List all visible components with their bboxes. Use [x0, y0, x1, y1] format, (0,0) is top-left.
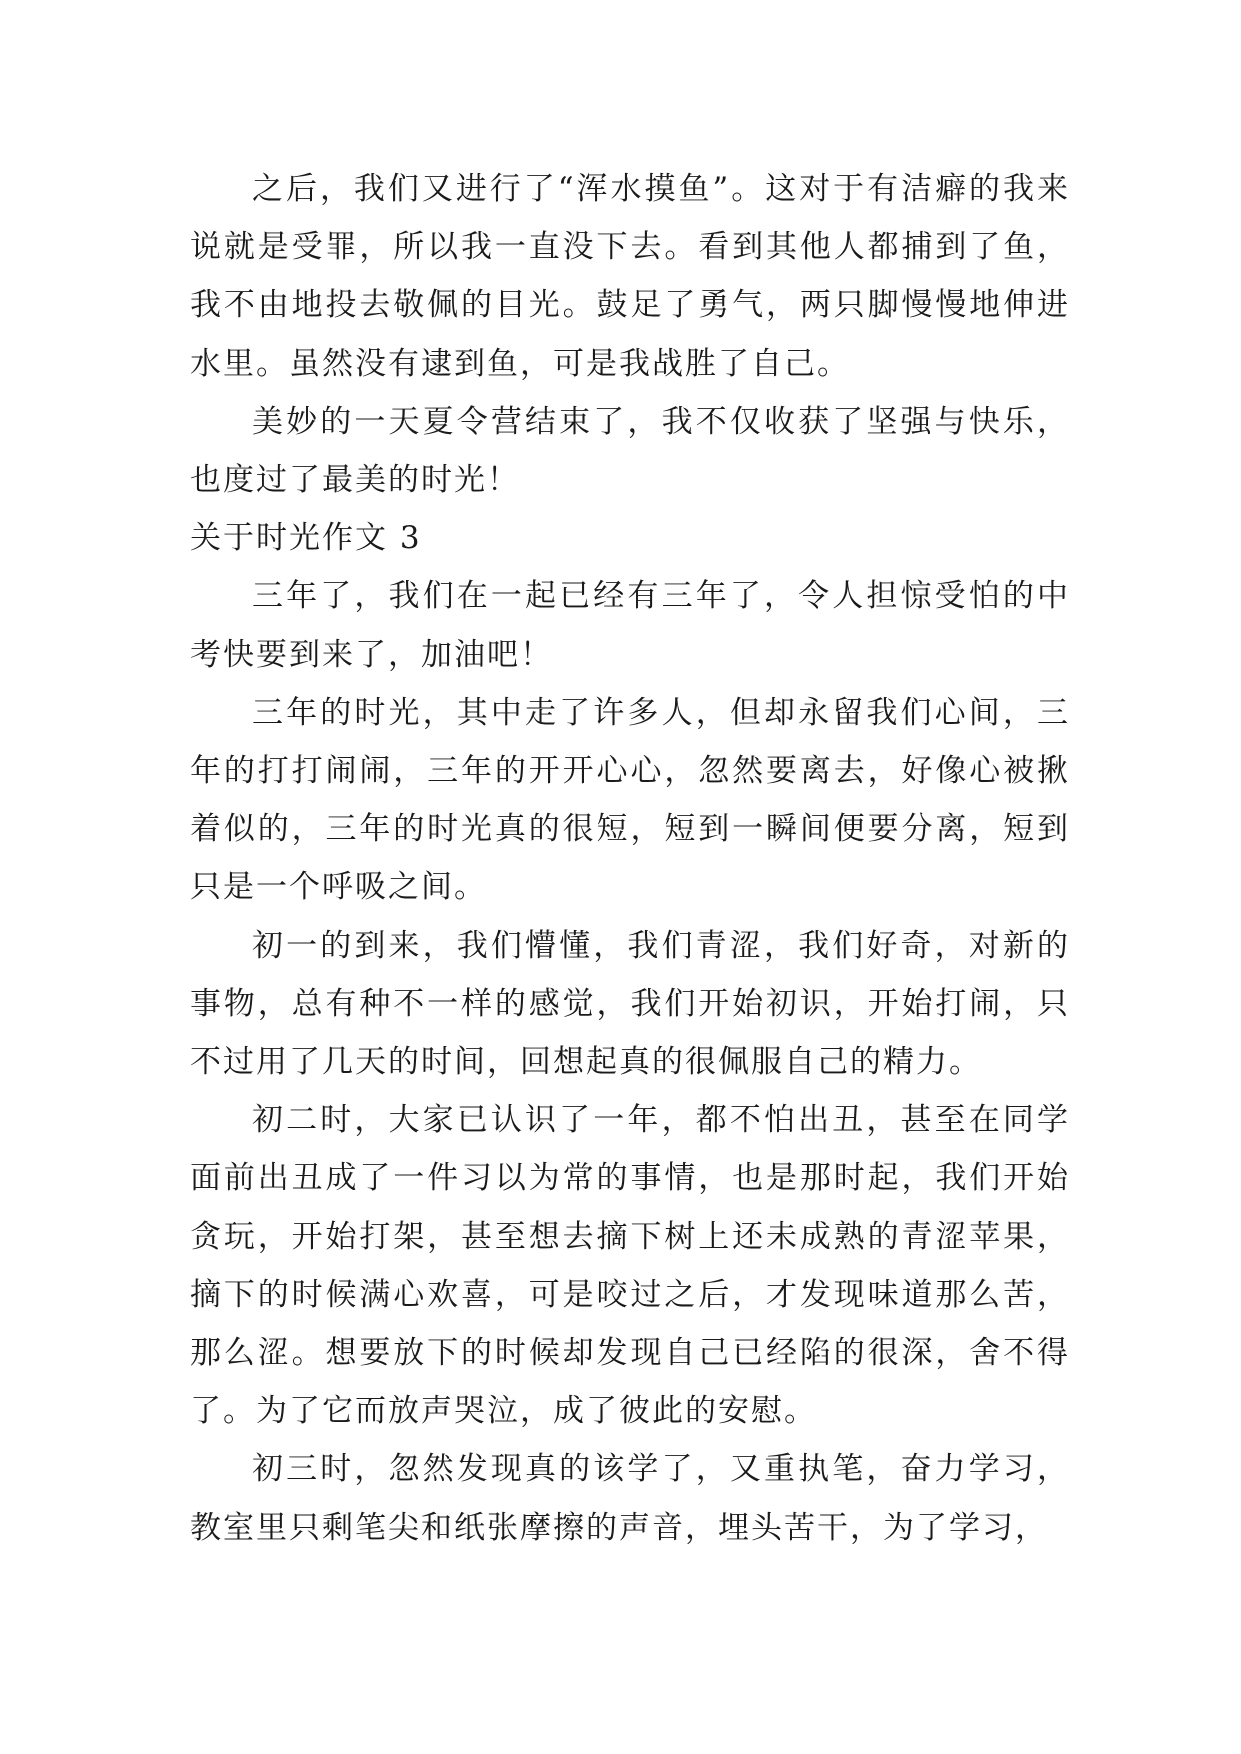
section-title: 关于时光作文 3	[190, 520, 422, 557]
document-body	[190, 160, 1070, 1557]
paragraph: 三年了，我们在一起已经有三年了，令人担惊受怕的中考快要到来了，加油吧！	[190, 578, 1070, 673]
paragraph: 初一的到来，我们懵懂，我们青涩，我们好奇，对新的事物，总有种不一样的感觉，我们开始初识，开始打闹，只不过用了几天的时间，回想起真的很佩服自己的精力。	[190, 927, 1070, 1081]
paragraph: 三年的时光，其中走了许多人，但却永留我们心间，三年的打打闹闹，三年的开开心心，忽然要离去，好像心被揪着似的，三年的时光真的很短，短到一瞬间便要分离，短到只是一个呼吸之间。	[190, 694, 1070, 906]
paragraph: 之后，我们又进行了“浑水摸鱼”。这对于有洁癖的我来说就是受罪，所以我一直没下去。看到其他人都捕到了鱼，我不由地投去敬佩的目光。鼓足了勇气，两只脚慢慢地伸进水里。虽然没有逮到鱼，可是我战胜了自己。	[190, 171, 1070, 382]
paragraph: 初三时，忽然发现真的该学了，又重执笔，奋力学习，教室里只剩笔尖和纸张摩擦的声音，埋头苦干，为了学习，	[190, 1451, 1070, 1546]
paragraph: 初二时，大家已认识了一年，都不怕出丑，甚至在同学面前出丑成了一件习以为常的事情，也是那时起，我们开始贪玩，开始打架，甚至想去摘下树上还未成熟的青涩苹果，摘下的时候满心欢喜，可是咬过之后，才发现味道那么苦，那么涩。想要放下的时候却发现自己已经陷的很深，舍不得了。为了它而放声哭泣，成了彼此的安慰。	[190, 1102, 1070, 1430]
paragraph: 美妙的一天夏令营结束了，我不仅收获了坚强与快乐，也度过了最美的时光！	[190, 403, 1070, 499]
